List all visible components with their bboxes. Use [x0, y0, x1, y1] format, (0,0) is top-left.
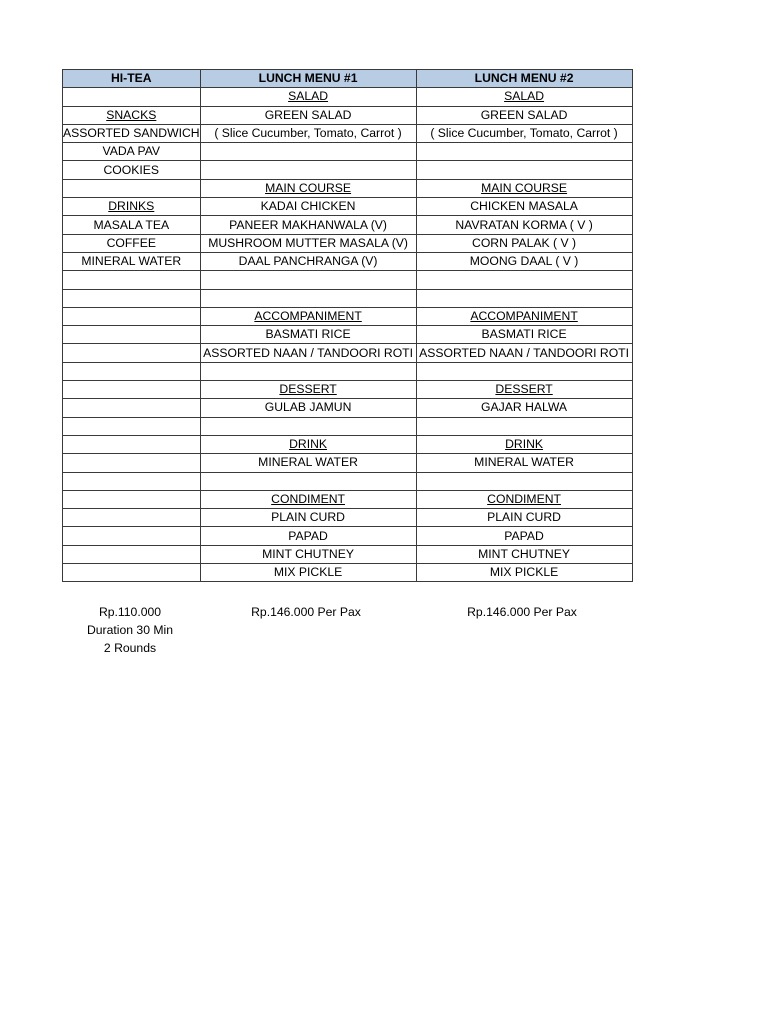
menu-cell-hi-tea — [63, 509, 201, 527]
menu-cell-lunch-1 — [200, 417, 416, 435]
menu-cell-lunch-2: CHICKEN MASALA — [416, 198, 632, 216]
table-row — [63, 289, 633, 307]
table-row — [63, 216, 633, 234]
section-heading-hi-tea: DRINKS — [63, 198, 201, 216]
menu-cell-lunch-1: PLAIN CURD — [200, 509, 416, 527]
section-heading-lunch-2: DESSERT — [416, 381, 632, 399]
menu-cell-hi-tea — [63, 88, 201, 106]
table-row — [63, 106, 633, 124]
section-heading-lunch-1: DRINK — [200, 435, 416, 453]
header-hi-tea: HI-TEA — [63, 70, 201, 88]
menu-cell-hi-tea — [63, 307, 201, 325]
menu-cell-hi-tea — [63, 289, 201, 307]
menu-cell-lunch-2 — [416, 289, 632, 307]
table-row — [63, 527, 633, 545]
menu-cell-hi-tea — [63, 564, 201, 582]
section-heading-lunch-2: ACCOMPANIMENT — [416, 307, 632, 325]
header-lunch-menu-1: LUNCH MENU #1 — [200, 70, 416, 88]
menu-cell-lunch-2 — [416, 143, 632, 161]
menu-cell-lunch-2 — [416, 417, 632, 435]
header-lunch-menu-2: LUNCH MENU #2 — [416, 70, 632, 88]
menu-cell-hi-tea — [63, 381, 201, 399]
table-row — [63, 326, 633, 344]
menu-cell-lunch-2: CORN PALAK ( V ) — [416, 234, 632, 252]
menu-cell-lunch-1: ( Slice Cucumber, Tomato, Carrot ) — [200, 124, 416, 142]
menu-cell-hi-tea — [63, 179, 201, 197]
menu-cell-lunch-1: KADAI CHICKEN — [200, 198, 416, 216]
menu-cell-hi-tea: MINERAL WATER — [63, 252, 201, 270]
menu-cell-lunch-2 — [416, 161, 632, 179]
menu-cell-hi-tea — [63, 472, 201, 490]
table-row — [63, 143, 633, 161]
footer-lunch-menu-1 — [198, 603, 414, 621]
header-row — [63, 70, 633, 88]
hi-tea-rounds: 2 Rounds — [103, 641, 157, 655]
table-row — [63, 399, 633, 417]
menu-cell-hi-tea — [63, 271, 201, 289]
menu-cell-hi-tea: VADA PAV — [63, 143, 201, 161]
menu-cell-hi-tea: COFFEE — [63, 234, 201, 252]
section-heading-lunch-2: CONDIMENT — [416, 490, 632, 508]
table-row — [63, 252, 633, 270]
menu-cell-lunch-1: DAAL PANCHRANGA (V) — [200, 252, 416, 270]
table-row — [63, 344, 633, 362]
section-heading-lunch-2: SALAD — [416, 88, 632, 106]
menu-table — [62, 69, 633, 582]
menu-cell-hi-tea — [63, 399, 201, 417]
hi-tea-duration: Duration 30 Min — [86, 623, 174, 637]
menu-cell-lunch-2: GREEN SALAD — [416, 106, 632, 124]
table-row — [63, 271, 633, 289]
table-row — [63, 381, 633, 399]
table-row — [63, 545, 633, 563]
menu-cell-hi-tea: MASALA TEA — [63, 216, 201, 234]
menu-cell-lunch-1 — [200, 362, 416, 380]
table-row — [63, 307, 633, 325]
table-row — [63, 472, 633, 490]
menu-cell-lunch-2: BASMATI RICE — [416, 326, 632, 344]
menu-cell-lunch-1: PAPAD — [200, 527, 416, 545]
menu-cell-hi-tea — [63, 545, 201, 563]
menu-cell-hi-tea — [63, 344, 201, 362]
menu-cell-lunch-1: MUSHROOM MUTTER MASALA (V) — [200, 234, 416, 252]
menu-cell-lunch-2: MIX PICKLE — [416, 564, 632, 582]
menu-cell-lunch-2: MINT CHUTNEY — [416, 545, 632, 563]
menu-cell-lunch-2: PLAIN CURD — [416, 509, 632, 527]
table-row — [63, 490, 633, 508]
table-row — [63, 509, 633, 527]
table-row — [63, 564, 633, 582]
menu-cell-lunch-1: MINERAL WATER — [200, 454, 416, 472]
lunch-2-price: Rp.146.000 Per Pax — [467, 605, 577, 619]
menu-cell-lunch-1: PANEER MAKHANWALA (V) — [200, 216, 416, 234]
menu-cell-lunch-1: ASSORTED NAAN / TANDOORI ROTI — [200, 344, 416, 362]
lunch-1-price: Rp.146.000 Per Pax — [251, 605, 361, 619]
menu-cell-lunch-2 — [416, 271, 632, 289]
menu-cell-lunch-2: MOONG DAAL ( V ) — [416, 252, 632, 270]
section-heading-lunch-1: SALAD — [200, 88, 416, 106]
menu-cell-lunch-1: GREEN SALAD — [200, 106, 416, 124]
menu-cell-lunch-1 — [200, 271, 416, 289]
footer-lunch-menu-2 — [414, 603, 630, 621]
menu-cell-lunch-1: MINT CHUTNEY — [200, 545, 416, 563]
menu-cell-hi-tea — [63, 527, 201, 545]
menu-cell-lunch-2 — [416, 362, 632, 380]
footer-hi-tea — [62, 603, 198, 657]
menu-cell-hi-tea — [63, 490, 201, 508]
menu-cell-lunch-1 — [200, 289, 416, 307]
table-row — [63, 198, 633, 216]
menu-cell-hi-tea — [63, 417, 201, 435]
menu-cell-hi-tea — [63, 326, 201, 344]
menu-cell-lunch-1: MIX PICKLE — [200, 564, 416, 582]
menu-cell-lunch-2: NAVRATAN KORMA ( V ) — [416, 216, 632, 234]
table-row — [63, 161, 633, 179]
menu-cell-hi-tea — [63, 362, 201, 380]
menu-cell-lunch-1 — [200, 472, 416, 490]
menu-cell-lunch-2: ( Slice Cucumber, Tomato, Carrot ) — [416, 124, 632, 142]
menu-cell-lunch-2: GAJAR HALWA — [416, 399, 632, 417]
menu-cell-lunch-2 — [416, 472, 632, 490]
menu-cell-lunch-2: PAPAD — [416, 527, 632, 545]
table-row — [63, 234, 633, 252]
menu-cell-hi-tea: ASSORTED SANDWICH — [63, 124, 201, 142]
menu-cell-lunch-1 — [200, 161, 416, 179]
section-heading-lunch-2: DRINK — [416, 435, 632, 453]
menu-body — [63, 88, 633, 582]
menu-cell-hi-tea — [63, 435, 201, 453]
table-row — [63, 88, 633, 106]
section-heading-lunch-1: CONDIMENT — [200, 490, 416, 508]
menu-cell-lunch-1: BASMATI RICE — [200, 326, 416, 344]
table-row — [63, 435, 633, 453]
menu-cell-lunch-2: ASSORTED NAAN / TANDOORI ROTI — [416, 344, 632, 362]
section-heading-lunch-1: MAIN COURSE — [200, 179, 416, 197]
menu-cell-lunch-2: MINERAL WATER — [416, 454, 632, 472]
menu-cell-lunch-1: GULAB JAMUN — [200, 399, 416, 417]
section-heading-hi-tea: SNACKS — [63, 106, 201, 124]
table-row — [63, 179, 633, 197]
table-row — [63, 362, 633, 380]
table-row — [63, 124, 633, 142]
table-row — [63, 454, 633, 472]
hi-tea-price: Rp.110.000 — [98, 605, 162, 619]
menu-cell-hi-tea — [63, 454, 201, 472]
section-heading-lunch-2: MAIN COURSE — [416, 179, 632, 197]
menu-cell-hi-tea: COOKIES — [63, 161, 201, 179]
section-heading-lunch-1: DESSERT — [200, 381, 416, 399]
section-heading-lunch-1: ACCOMPANIMENT — [200, 307, 416, 325]
table-row — [63, 417, 633, 435]
menu-sheet — [62, 69, 633, 582]
menu-cell-lunch-1 — [200, 143, 416, 161]
